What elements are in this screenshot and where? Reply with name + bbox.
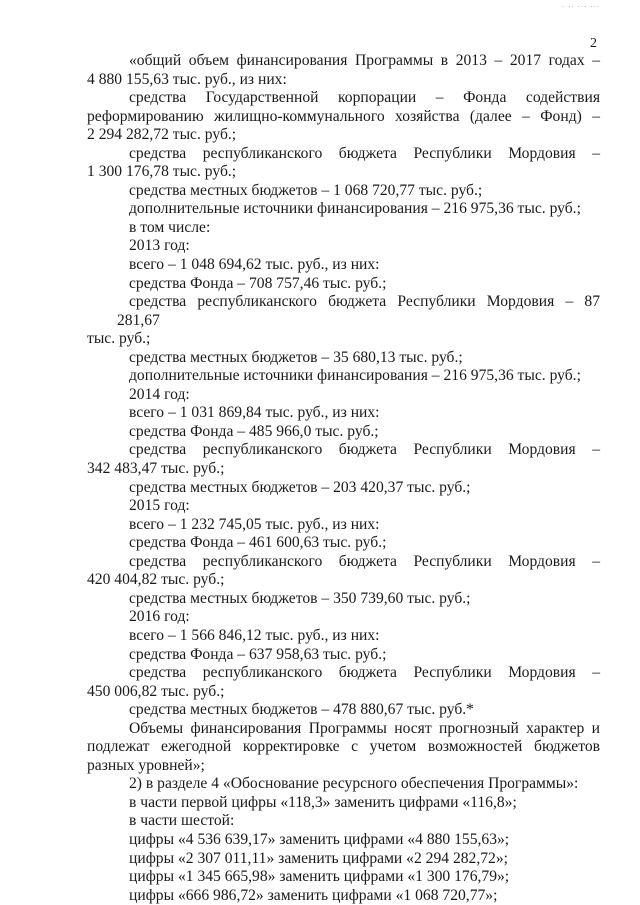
text-line: реформированию жилищно-коммунального хозяйства (далее – Фонд) – — [87, 107, 600, 125]
text-line: в том числе: — [129, 218, 211, 236]
text-line: подлежат ежегодной корректировке с учетом возможностей бюджетов — [87, 738, 600, 756]
text-line: 2 294 282,72 тыс. руб.; — [87, 126, 237, 144]
text-line: Объемы финансирования Программы носят прогнозный характер и — [129, 719, 600, 737]
text-line: дополнительные источники финансирования – 216 975,36 тыс. руб.; — [129, 367, 581, 385]
text-line: средства Фонда – 461 600,63 тыс. руб.; — [129, 534, 387, 552]
text-line: средства Фонда – 637 958,63 тыс. руб.; — [129, 645, 387, 663]
text-line: 450 006,82 тыс. руб.; — [87, 682, 225, 700]
year-heading: 2013 год: — [129, 237, 190, 255]
text-line: 420 404,82 тыс. руб.; — [87, 571, 225, 589]
text-line: в части первой цифры «118,3» заменить цифрами «116,8»; — [129, 793, 517, 811]
text-line: 342 483,47 тыс. руб.; — [87, 460, 225, 478]
text-line: средства Фонда – 708 757,46 тыс. руб.; — [129, 274, 387, 292]
text-line: 1 300 176,78 тыс. руб.; — [87, 163, 237, 181]
year-heading: 2016 год: — [129, 608, 190, 626]
text-line: средства республиканского бюджета Республики Мордовия – — [129, 144, 600, 162]
replacement-line: цифры «666 986,72» заменить цифрами «1 068 720,77»; — [129, 886, 498, 904]
text-line: 4 880 155,63 тыс. руб., из них: — [87, 70, 287, 88]
text-line: средства республиканского бюджета Республики Мордовия – — [129, 552, 600, 570]
replacement-line: цифры «4 536 639,17» заменить цифрами «4 880 155,63»; — [129, 830, 510, 848]
document-body — [87, 52, 600, 905]
replacement-line: цифры «1 345 665,98» заменить цифрами «1 300 176,79»; — [129, 868, 510, 886]
text-line: разных уровней»; — [87, 756, 205, 774]
text-line: средства местных бюджетов – 478 880,67 тыс. руб.* — [129, 701, 474, 719]
text-line: средства республиканского бюджета Республики Мордовия – — [129, 664, 600, 682]
text-line: всего – 1 048 694,62 тыс. руб., из них: — [129, 256, 380, 274]
text-line: всего – 1 232 745,05 тыс. руб., из них: — [129, 515, 380, 533]
section-heading: 2) в разделе 4 «Обоснование ресурсного обеспечения Программы»: — [129, 775, 579, 793]
text-line: средства местных бюджетов – 203 420,37 тыс. руб.; — [129, 478, 471, 496]
page-number: 2 — [590, 36, 597, 51]
text-line: средства Фонда – 485 966,0 тыс. руб.; — [129, 422, 379, 440]
text-line: средства местных бюджетов – 350 739,60 тыс. руб.; — [129, 589, 471, 607]
text-line: средства Государственной корпорации – Фонда содействия — [129, 89, 600, 107]
text-line: «общий объем финансирования Программы в 2013 – 2017 годах – — [129, 52, 600, 69]
text-line: средства местных бюджетов – 1 068 720,77 тыс. руб.; — [129, 181, 483, 199]
text-line: средства республиканского бюджета Республики Мордовия – 87 281,67 — [117, 293, 600, 329]
text-line: средства республиканского бюджета Республики Мордовия – — [129, 441, 600, 459]
text-line: тыс. руб.; — [87, 330, 151, 348]
text-line: всего – 1 031 869,84 тыс. руб., из них: — [129, 404, 380, 422]
year-heading: 2014 год: — [129, 385, 190, 403]
corner-mark: · ·· ··· ··· — [562, 3, 601, 11]
replacement-line: цифры «2 307 011,11» заменить цифрами «2 294 282,72»; — [129, 849, 508, 867]
text-line: всего – 1 566 846,12 тыс. руб., из них: — [129, 626, 380, 644]
text-line: дополнительные источники финансирования – 216 975,36 тыс. руб.; — [129, 200, 581, 218]
text-line: средства местных бюджетов – 35 680,13 тыс. руб.; — [129, 348, 463, 366]
year-heading: 2015 год: — [129, 497, 190, 515]
text-line: в части шестой: — [129, 812, 235, 830]
